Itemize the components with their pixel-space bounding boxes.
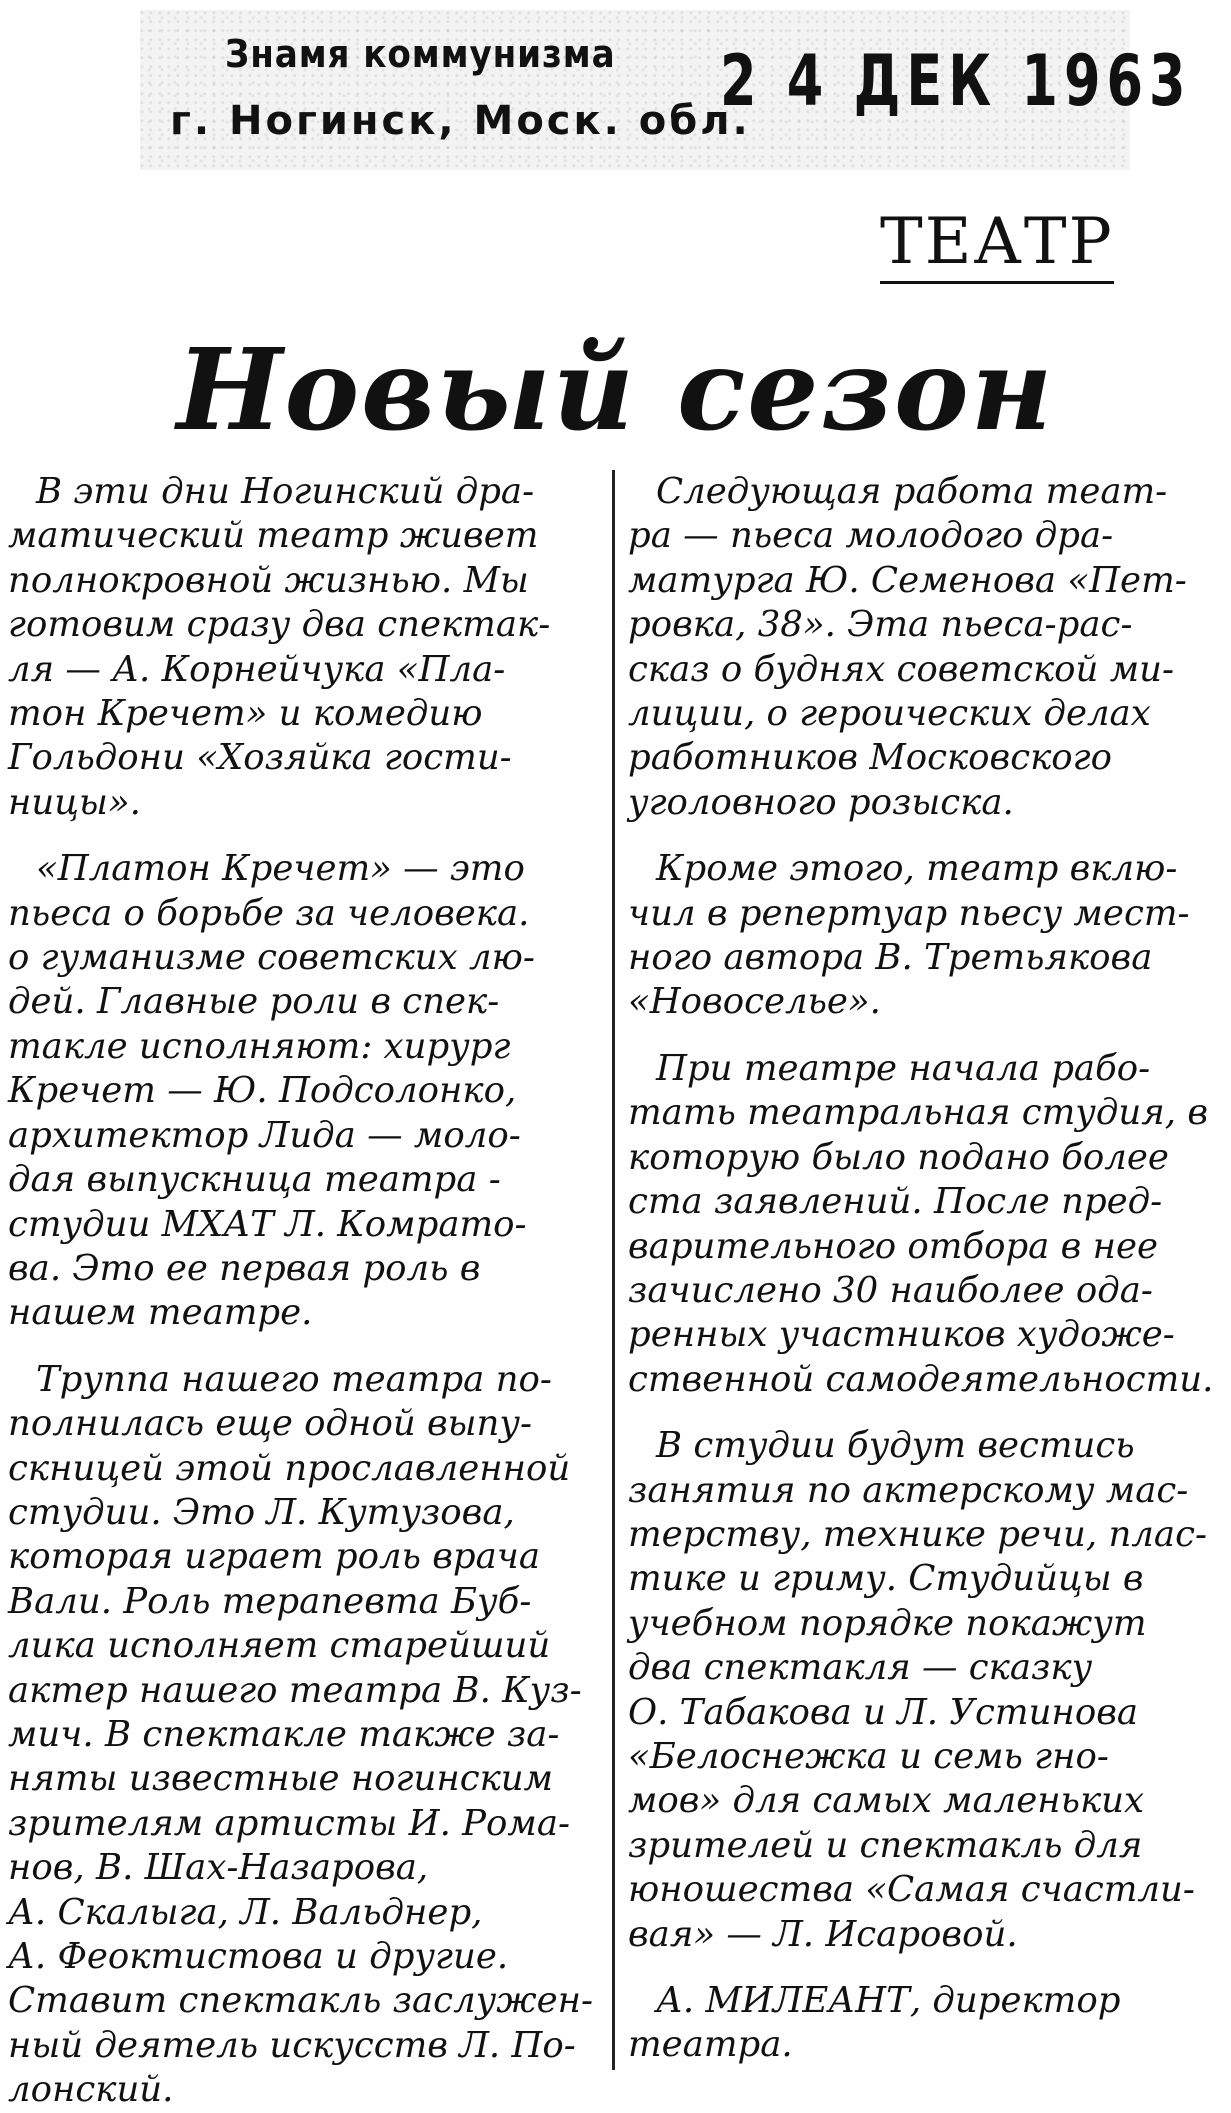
right-column-line: «Новоселье».	[628, 981, 881, 1023]
left-column-line: архитектор Лида — моло-	[8, 1114, 521, 1156]
right-column-line: учебном порядке покажут	[628, 1602, 1147, 1644]
right-column-line: тике и гриму. Студийцы в	[628, 1558, 1144, 1600]
right-column-line: ренных участников художе-	[628, 1314, 1175, 1356]
article-headline: Новый сезон	[176, 325, 1055, 456]
article-column-right	[628, 470, 1220, 2068]
newspaper-city: г. Ногинск, Моск. обл.	[170, 98, 751, 144]
left-column-line: зрителям артисты И. Рома-	[8, 1802, 570, 1844]
left-column-line: лонский.	[8, 2069, 174, 2111]
right-column-line: В студии будут вестись	[656, 1425, 1135, 1467]
right-column-line: мов» для самых маленьких	[628, 1780, 1145, 1822]
right-column-line: Кроме этого, театр вклю-	[656, 848, 1178, 890]
left-column-line: полнилась еще одной выпу-	[8, 1403, 532, 1445]
right-column-line: театра.	[628, 2024, 793, 2066]
left-column-line: ницы».	[8, 781, 141, 823]
left-column-line: Кречет — Ю. Подсолонко,	[8, 1070, 517, 1112]
left-column-line: которая играет роль врача	[8, 1536, 541, 1578]
paragraph-gap	[8, 1336, 600, 1358]
left-column-line: матический театр живет	[8, 515, 539, 557]
left-column-line: Труппа нашего театра по-	[36, 1358, 552, 1400]
right-column-line: О. Табакова и Л. Устинова	[628, 1691, 1139, 1733]
left-column-line: тон Кречет» и комедию	[8, 693, 483, 735]
left-column-line: В эти дни Ногинский дра-	[36, 471, 535, 512]
right-column-line: работников Московского	[628, 737, 1112, 779]
left-column-line: о гуманизме советских лю-	[8, 937, 535, 979]
right-column-line: чил в репертуар пьесу мест-	[628, 892, 1190, 934]
paragraph-gap	[628, 1402, 1220, 1424]
left-column-line: няты известные ногинским	[8, 1758, 554, 1800]
left-column-line: А. Скалыга, Л. Вальднер,	[8, 1891, 483, 1933]
right-column-line: два спектакля — сказку	[628, 1647, 1093, 1689]
clipping-stamp	[140, 10, 1192, 170]
paragraph-gap	[8, 825, 600, 847]
left-column-line: ный деятель искусств Л. По-	[8, 2024, 576, 2066]
right-column-line: занятия по актерскому мас-	[628, 1469, 1189, 1511]
left-column-line: ля — А. Корнейчука «Пла-	[8, 648, 506, 690]
left-column-line: студии МХАТ Л. Комрато-	[8, 1203, 527, 1245]
right-column-line: сказ о буднях советской ми-	[628, 648, 1174, 690]
left-column-line: скницей этой прославленной	[8, 1447, 571, 1489]
left-column-line: нашем театре.	[8, 1292, 313, 1334]
right-column-line: ра — пьеса молодого дра-	[628, 515, 1114, 557]
right-column-line: терству, технике речи, плас-	[628, 1513, 1207, 1555]
right-column-line: ного автора В. Третьякова	[628, 937, 1153, 979]
left-column-line: дая выпускница театра -	[8, 1159, 501, 1201]
newspaper-name: Знамя коммунизма	[225, 32, 616, 76]
right-column-line: лиции, о героических делах	[628, 693, 1151, 735]
left-column-line: Ставит спектакль заслужен-	[8, 1980, 594, 2022]
right-column-line: которую было подано более	[628, 1136, 1169, 1178]
right-column-line: ста заявлений. После пред-	[628, 1181, 1163, 1223]
left-column-line: Вали. Роль терапевта Буб-	[8, 1580, 532, 1622]
right-column-line: А. МИЛЕАНТ, директор	[656, 1980, 1121, 2021]
left-column-line: лика исполняет старейший	[8, 1625, 551, 1667]
right-column-line: тать театральная студия, в	[628, 1092, 1208, 1134]
left-column-line: нов, В. Шах-Назарова,	[8, 1847, 429, 1889]
right-column-line: матурга Ю. Семенова «Пет-	[628, 559, 1187, 601]
right-column-line: зрителей и спектакль для	[628, 1824, 1143, 1866]
right-column-line: уголовного розыска.	[628, 781, 1014, 823]
right-column-line: «Белоснежка и семь гно-	[628, 1735, 1109, 1777]
left-column-line: А. Феоктистова и другие.	[8, 1936, 509, 1977]
article-column-left	[8, 470, 600, 2113]
left-column-line: дей. Главные роли в спек-	[8, 981, 500, 1023]
left-column-line: такле исполняют: хирург	[8, 1025, 511, 1067]
paragraph-gap	[628, 825, 1220, 847]
left-column-line: готовим сразу два спектак-	[8, 604, 551, 646]
left-column-line: полнокровной жизнью. Мы	[8, 559, 529, 601]
left-column-line: Гольдони «Хозяйка гости-	[8, 737, 512, 779]
left-column-line: пьеса о борьбе за человека.	[8, 892, 530, 934]
left-column-line: мич. В спектакле также за-	[8, 1713, 560, 1755]
right-column-line: ровка, 38». Эта пьеса-рас-	[628, 604, 1133, 646]
right-column-line: юношества «Самая счастли-	[628, 1869, 1195, 1911]
column-divider	[612, 470, 615, 2070]
right-column-line: варительного отбора в нее	[628, 1225, 1158, 1267]
section-rubric: ТЕАТР	[880, 205, 1114, 284]
left-column-line: актер нашего театра В. Куз-	[8, 1669, 582, 1711]
right-column-line: Следующая работа теат-	[656, 471, 1168, 512]
paragraph-gap	[628, 1025, 1220, 1047]
right-column-line: вая» — Л. Исаровой.	[628, 1913, 1018, 1955]
paragraph-gap	[628, 1957, 1220, 1979]
left-column-line: ва. Это ее первая роль в	[8, 1247, 481, 1289]
publication-date: 2 4 ДЕК 1963	[720, 40, 1192, 122]
left-column-line: «Платон Кречет» — это	[36, 848, 525, 890]
right-column-line: зачислено 30 наиболее ода-	[628, 1269, 1153, 1311]
left-column-line: студии. Это Л. Кутузова,	[8, 1491, 515, 1533]
right-column-line: ственной самодеятельности.	[628, 1358, 1214, 1400]
right-column-line: При театре начала рабо-	[656, 1047, 1151, 1089]
